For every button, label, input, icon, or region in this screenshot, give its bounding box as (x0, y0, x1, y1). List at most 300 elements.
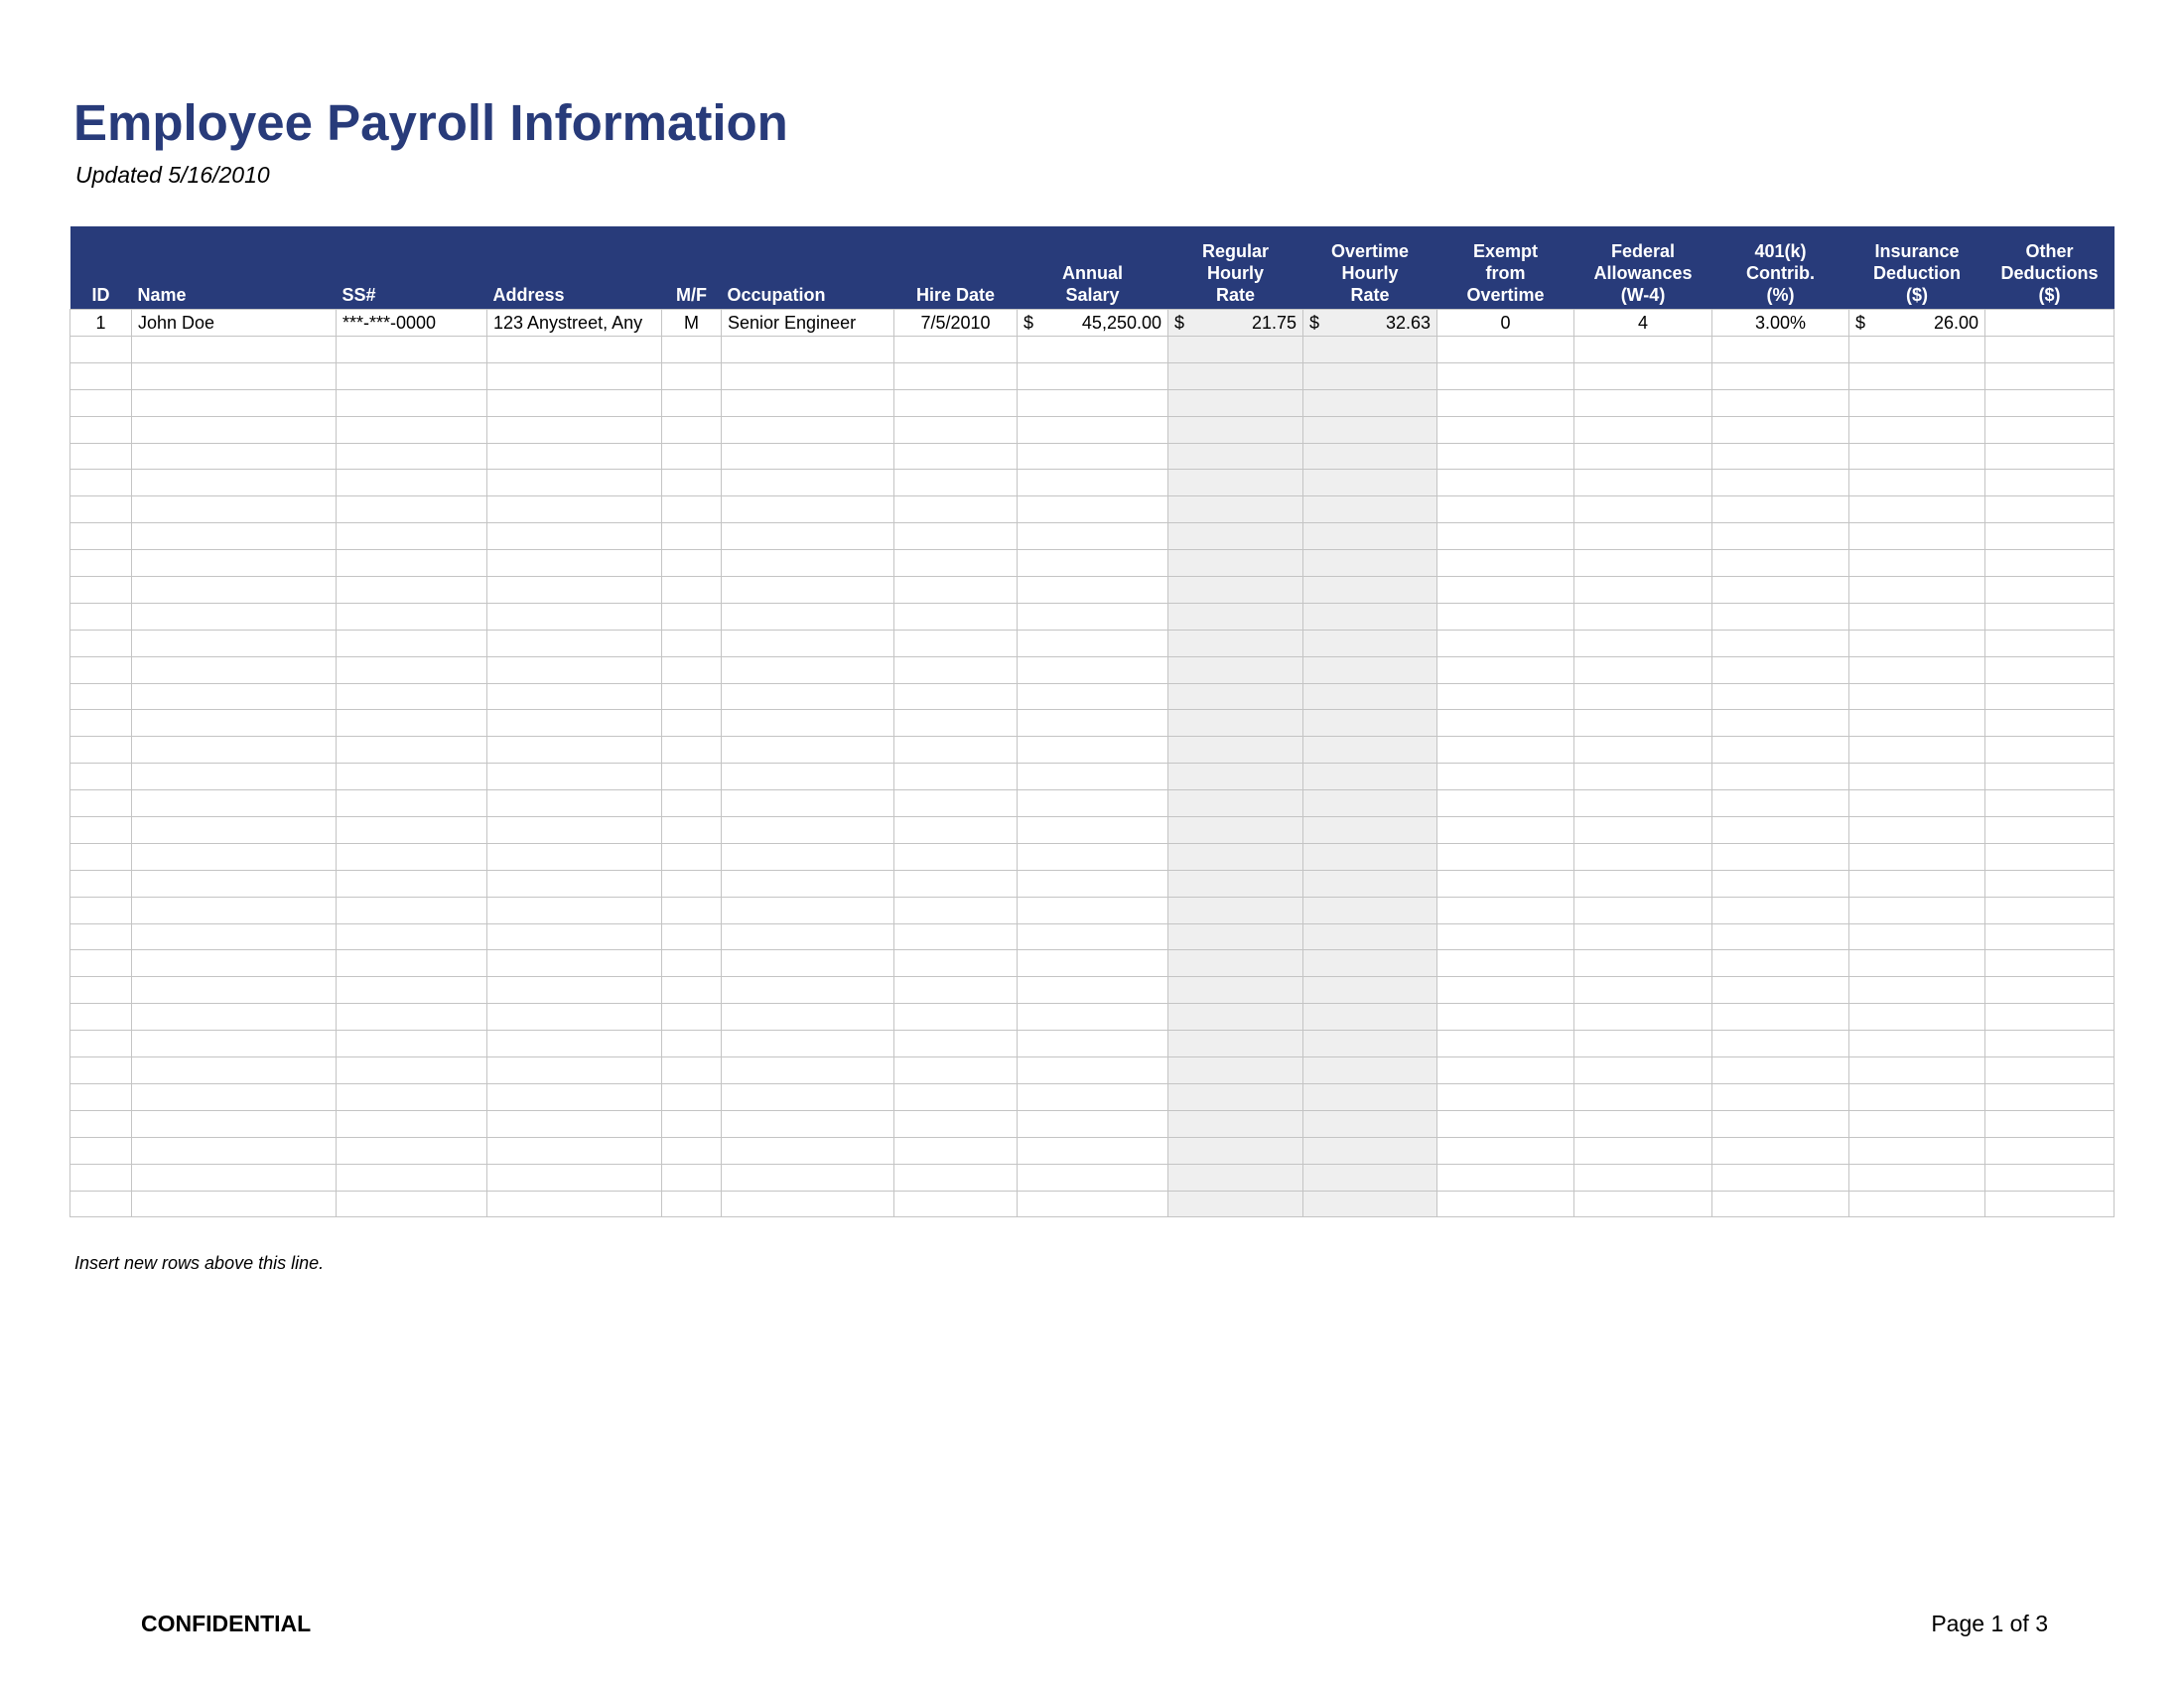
empty-cell[interactable] (1574, 710, 1712, 737)
empty-cell[interactable] (894, 443, 1018, 470)
empty-cell[interactable] (132, 1137, 337, 1164)
cell-id[interactable]: 1 (70, 310, 132, 337)
empty-cell[interactable] (487, 577, 662, 604)
empty-cell[interactable] (662, 1031, 722, 1057)
empty-cell[interactable] (1574, 1137, 1712, 1164)
empty-cell[interactable] (1849, 683, 1985, 710)
table-row[interactable] (70, 1004, 2115, 1031)
empty-cell[interactable] (1849, 630, 1985, 656)
empty-cell[interactable] (1168, 1191, 1303, 1217)
empty-cell[interactable] (722, 496, 894, 523)
empty-cell[interactable] (1437, 977, 1574, 1004)
empty-cell[interactable] (70, 337, 132, 363)
empty-cell[interactable] (337, 656, 487, 683)
empty-cell[interactable] (894, 710, 1018, 737)
empty-cell[interactable] (487, 843, 662, 870)
empty-cell[interactable] (722, 683, 894, 710)
empty-cell[interactable] (337, 1083, 487, 1110)
empty-cell[interactable] (1849, 950, 1985, 977)
empty-cell[interactable] (132, 630, 337, 656)
empty-cell[interactable] (337, 923, 487, 950)
empty-cell[interactable] (487, 470, 662, 496)
empty-cell[interactable] (1574, 1110, 1712, 1137)
empty-cell[interactable] (1168, 923, 1303, 950)
empty-cell[interactable] (1712, 1031, 1849, 1057)
empty-cell[interactable] (337, 870, 487, 897)
empty-cell[interactable] (894, 790, 1018, 817)
empty-cell[interactable] (487, 950, 662, 977)
empty-cell[interactable] (1849, 1110, 1985, 1137)
empty-cell[interactable] (1018, 870, 1168, 897)
empty-cell[interactable] (722, 577, 894, 604)
empty-cell[interactable] (1574, 683, 1712, 710)
empty-cell[interactable] (1574, 1083, 1712, 1110)
table-row[interactable] (70, 603, 2115, 630)
empty-cell[interactable] (1849, 416, 1985, 443)
empty-cell[interactable] (1018, 923, 1168, 950)
empty-cell[interactable] (1018, 977, 1168, 1004)
empty-cell[interactable] (1574, 656, 1712, 683)
empty-cell[interactable] (722, 1083, 894, 1110)
empty-cell[interactable] (1168, 337, 1303, 363)
empty-cell[interactable] (1849, 656, 1985, 683)
empty-cell[interactable] (1574, 897, 1712, 923)
empty-cell[interactable] (1018, 362, 1168, 389)
empty-cell[interactable] (1712, 817, 1849, 844)
empty-cell[interactable] (1985, 603, 2115, 630)
empty-cell[interactable] (1168, 416, 1303, 443)
empty-cell[interactable] (1018, 656, 1168, 683)
empty-cell[interactable] (1303, 1191, 1437, 1217)
empty-cell[interactable] (722, 790, 894, 817)
empty-cell[interactable] (894, 1004, 1018, 1031)
empty-cell[interactable] (337, 362, 487, 389)
empty-cell[interactable] (1168, 710, 1303, 737)
empty-cell[interactable] (1168, 977, 1303, 1004)
empty-cell[interactable] (1437, 550, 1574, 577)
empty-cell[interactable] (1985, 1137, 2115, 1164)
empty-cell[interactable] (487, 362, 662, 389)
empty-cell[interactable] (1437, 416, 1574, 443)
cell-hire-date[interactable]: 7/5/2010 (894, 310, 1018, 337)
empty-cell[interactable] (1168, 389, 1303, 416)
empty-cell[interactable] (337, 977, 487, 1004)
empty-cell[interactable] (1985, 817, 2115, 844)
empty-cell[interactable] (722, 737, 894, 764)
empty-cell[interactable] (722, 523, 894, 550)
empty-cell[interactable] (1437, 603, 1574, 630)
table-row[interactable] (70, 389, 2115, 416)
empty-cell[interactable] (1018, 843, 1168, 870)
empty-cell[interactable] (1574, 1057, 1712, 1084)
table-row[interactable] (70, 1057, 2115, 1084)
empty-cell[interactable] (1168, 443, 1303, 470)
empty-cell[interactable] (1712, 577, 1849, 604)
empty-cell[interactable] (662, 764, 722, 790)
empty-cell[interactable] (1849, 923, 1985, 950)
empty-cell[interactable] (1437, 577, 1574, 604)
empty-cell[interactable] (1168, 1164, 1303, 1191)
empty-cell[interactable] (1574, 737, 1712, 764)
empty-cell[interactable] (1168, 764, 1303, 790)
empty-cell[interactable] (1985, 1164, 2115, 1191)
empty-cell[interactable] (1985, 496, 2115, 523)
empty-cell[interactable] (1168, 630, 1303, 656)
empty-cell[interactable] (1712, 1083, 1849, 1110)
empty-cell[interactable] (1574, 496, 1712, 523)
empty-cell[interactable] (1849, 470, 1985, 496)
empty-cell[interactable] (1437, 1164, 1574, 1191)
empty-cell[interactable] (132, 897, 337, 923)
empty-cell[interactable] (487, 923, 662, 950)
empty-cell[interactable] (487, 790, 662, 817)
empty-cell[interactable] (1303, 1164, 1437, 1191)
empty-cell[interactable] (1985, 470, 2115, 496)
empty-cell[interactable] (1712, 1004, 1849, 1031)
empty-cell[interactable] (1849, 1031, 1985, 1057)
empty-cell[interactable] (722, 817, 894, 844)
empty-cell[interactable] (1985, 977, 2115, 1004)
empty-cell[interactable] (1018, 764, 1168, 790)
empty-cell[interactable] (1018, 1083, 1168, 1110)
empty-cell[interactable] (70, 897, 132, 923)
empty-cell[interactable] (894, 1164, 1018, 1191)
empty-cell[interactable] (1985, 1083, 2115, 1110)
empty-cell[interactable] (662, 683, 722, 710)
empty-cell[interactable] (662, 550, 722, 577)
empty-cell[interactable] (1437, 817, 1574, 844)
empty-cell[interactable] (1303, 1004, 1437, 1031)
empty-cell[interactable] (1985, 443, 2115, 470)
empty-cell[interactable] (337, 496, 487, 523)
table-row[interactable] (70, 1137, 2115, 1164)
empty-cell[interactable] (1437, 950, 1574, 977)
empty-cell[interactable] (722, 1057, 894, 1084)
empty-cell[interactable] (894, 496, 1018, 523)
empty-cell[interactable] (1303, 416, 1437, 443)
empty-cell[interactable] (894, 1191, 1018, 1217)
empty-cell[interactable] (1018, 683, 1168, 710)
empty-cell[interactable] (1985, 870, 2115, 897)
empty-cell[interactable] (1712, 337, 1849, 363)
empty-cell[interactable] (132, 337, 337, 363)
empty-cell[interactable] (722, 630, 894, 656)
table-row[interactable] (70, 683, 2115, 710)
table-row[interactable] (70, 1110, 2115, 1137)
empty-cell[interactable] (1018, 897, 1168, 923)
table-row[interactable] (70, 496, 2115, 523)
empty-cell[interactable] (1437, 1057, 1574, 1084)
empty-cell[interactable] (70, 1083, 132, 1110)
empty-cell[interactable] (487, 630, 662, 656)
empty-cell[interactable] (132, 1004, 337, 1031)
empty-cell[interactable] (1574, 790, 1712, 817)
empty-cell[interactable] (70, 1164, 132, 1191)
empty-cell[interactable] (132, 843, 337, 870)
empty-cell[interactable] (662, 817, 722, 844)
empty-cell[interactable] (337, 389, 487, 416)
empty-cell[interactable] (1168, 362, 1303, 389)
cell-sex[interactable]: M (662, 310, 722, 337)
empty-cell[interactable] (70, 950, 132, 977)
empty-cell[interactable] (662, 790, 722, 817)
empty-cell[interactable] (722, 1031, 894, 1057)
empty-cell[interactable] (662, 1057, 722, 1084)
empty-cell[interactable] (1574, 1164, 1712, 1191)
empty-cell[interactable] (337, 897, 487, 923)
empty-cell[interactable] (337, 950, 487, 977)
empty-cell[interactable] (894, 656, 1018, 683)
empty-cell[interactable] (70, 603, 132, 630)
empty-cell[interactable] (1849, 1137, 1985, 1164)
empty-cell[interactable] (70, 790, 132, 817)
empty-cell[interactable] (1437, 496, 1574, 523)
empty-cell[interactable] (1712, 790, 1849, 817)
empty-cell[interactable] (1018, 337, 1168, 363)
empty-cell[interactable] (487, 1137, 662, 1164)
table-row[interactable] (70, 764, 2115, 790)
empty-cell[interactable] (132, 470, 337, 496)
empty-cell[interactable] (1985, 577, 2115, 604)
empty-cell[interactable] (1168, 1110, 1303, 1137)
empty-cell[interactable] (1985, 1110, 2115, 1137)
empty-cell[interactable] (1168, 843, 1303, 870)
empty-cell[interactable] (337, 1110, 487, 1137)
empty-cell[interactable] (1985, 389, 2115, 416)
empty-cell[interactable] (1437, 923, 1574, 950)
empty-cell[interactable] (1168, 870, 1303, 897)
empty-cell[interactable] (70, 1057, 132, 1084)
table-row[interactable] (70, 416, 2115, 443)
empty-cell[interactable] (894, 577, 1018, 604)
empty-cell[interactable] (337, 470, 487, 496)
empty-cell[interactable] (1168, 577, 1303, 604)
empty-cell[interactable] (132, 416, 337, 443)
empty-cell[interactable] (1574, 817, 1712, 844)
empty-cell[interactable] (1849, 443, 1985, 470)
empty-cell[interactable] (894, 683, 1018, 710)
empty-cell[interactable] (1712, 923, 1849, 950)
empty-cell[interactable] (1574, 1031, 1712, 1057)
empty-cell[interactable] (894, 389, 1018, 416)
empty-cell[interactable] (1849, 764, 1985, 790)
empty-cell[interactable] (1437, 362, 1574, 389)
empty-cell[interactable] (1018, 1164, 1168, 1191)
empty-cell[interactable] (1303, 470, 1437, 496)
empty-cell[interactable] (1018, 550, 1168, 577)
empty-cell[interactable] (722, 1137, 894, 1164)
empty-cell[interactable] (662, 1191, 722, 1217)
empty-cell[interactable] (70, 1137, 132, 1164)
empty-cell[interactable] (487, 550, 662, 577)
cell-name[interactable]: John Doe (132, 310, 337, 337)
empty-cell[interactable] (1712, 603, 1849, 630)
empty-cell[interactable] (1303, 977, 1437, 1004)
empty-cell[interactable] (662, 443, 722, 470)
empty-cell[interactable] (132, 603, 337, 630)
empty-cell[interactable] (487, 870, 662, 897)
empty-cell[interactable] (1712, 843, 1849, 870)
empty-cell[interactable] (337, 1164, 487, 1191)
empty-cell[interactable] (1712, 764, 1849, 790)
empty-cell[interactable] (662, 656, 722, 683)
empty-cell[interactable] (132, 523, 337, 550)
empty-cell[interactable] (337, 1004, 487, 1031)
empty-cell[interactable] (1849, 737, 1985, 764)
empty-cell[interactable] (1712, 710, 1849, 737)
empty-cell[interactable] (337, 630, 487, 656)
empty-cell[interactable] (1437, 737, 1574, 764)
empty-cell[interactable] (722, 362, 894, 389)
empty-cell[interactable] (894, 362, 1018, 389)
empty-cell[interactable] (1712, 1110, 1849, 1137)
empty-cell[interactable] (70, 870, 132, 897)
empty-cell[interactable] (1437, 790, 1574, 817)
table-row[interactable] (70, 870, 2115, 897)
empty-cell[interactable] (722, 950, 894, 977)
empty-cell[interactable] (487, 977, 662, 1004)
empty-cell[interactable] (1574, 1004, 1712, 1031)
empty-cell[interactable] (662, 523, 722, 550)
cell-occupation[interactable]: Senior Engineer (722, 310, 894, 337)
empty-cell[interactable] (132, 389, 337, 416)
empty-cell[interactable] (132, 950, 337, 977)
empty-cell[interactable] (1849, 603, 1985, 630)
empty-cell[interactable] (1985, 523, 2115, 550)
empty-cell[interactable] (1849, 337, 1985, 363)
empty-cell[interactable] (662, 337, 722, 363)
empty-cell[interactable] (487, 389, 662, 416)
empty-cell[interactable] (1712, 416, 1849, 443)
empty-cell[interactable] (1018, 790, 1168, 817)
empty-cell[interactable] (1168, 817, 1303, 844)
empty-cell[interactable] (70, 389, 132, 416)
table-row[interactable] (70, 1191, 2115, 1217)
empty-cell[interactable] (1985, 790, 2115, 817)
empty-cell[interactable] (337, 603, 487, 630)
empty-cell[interactable] (487, 737, 662, 764)
empty-cell[interactable] (722, 764, 894, 790)
empty-cell[interactable] (1303, 950, 1437, 977)
empty-cell[interactable] (1018, 496, 1168, 523)
empty-cell[interactable] (894, 1137, 1018, 1164)
table-row[interactable] (70, 897, 2115, 923)
empty-cell[interactable] (1712, 389, 1849, 416)
empty-cell[interactable] (1018, 1031, 1168, 1057)
empty-cell[interactable] (894, 923, 1018, 950)
empty-cell[interactable] (1849, 577, 1985, 604)
empty-cell[interactable] (1985, 923, 2115, 950)
empty-cell[interactable] (1574, 630, 1712, 656)
empty-cell[interactable] (70, 1004, 132, 1031)
empty-cell[interactable] (70, 1110, 132, 1137)
empty-cell[interactable] (132, 1164, 337, 1191)
table-row[interactable] (70, 790, 2115, 817)
empty-cell[interactable] (70, 416, 132, 443)
empty-cell[interactable] (662, 362, 722, 389)
empty-cell[interactable] (894, 630, 1018, 656)
empty-cell[interactable] (1849, 977, 1985, 1004)
empty-cell[interactable] (1849, 1004, 1985, 1031)
table-row[interactable] (70, 550, 2115, 577)
empty-cell[interactable] (1712, 550, 1849, 577)
empty-cell[interactable] (1303, 523, 1437, 550)
empty-cell[interactable] (894, 603, 1018, 630)
empty-cell[interactable] (722, 897, 894, 923)
empty-cell[interactable] (70, 977, 132, 1004)
empty-cell[interactable] (1018, 630, 1168, 656)
empty-cell[interactable] (1437, 1110, 1574, 1137)
empty-cell[interactable] (1168, 790, 1303, 817)
empty-cell[interactable] (1712, 950, 1849, 977)
table-row[interactable] (70, 1164, 2115, 1191)
cell-annual-salary[interactable] (1018, 310, 1168, 337)
empty-cell[interactable] (132, 550, 337, 577)
empty-cell[interactable] (662, 897, 722, 923)
empty-cell[interactable] (894, 337, 1018, 363)
empty-cell[interactable] (1712, 1191, 1849, 1217)
empty-cell[interactable] (1018, 817, 1168, 844)
empty-cell[interactable] (337, 764, 487, 790)
empty-cell[interactable] (894, 870, 1018, 897)
empty-cell[interactable] (1168, 656, 1303, 683)
empty-cell[interactable] (1303, 843, 1437, 870)
empty-cell[interactable] (70, 843, 132, 870)
empty-cell[interactable] (70, 577, 132, 604)
empty-cell[interactable] (1437, 1004, 1574, 1031)
table-row[interactable] (70, 310, 2115, 337)
empty-cell[interactable] (1849, 362, 1985, 389)
empty-cell[interactable] (132, 443, 337, 470)
empty-cell[interactable] (1849, 790, 1985, 817)
empty-cell[interactable] (1303, 737, 1437, 764)
empty-cell[interactable] (894, 470, 1018, 496)
empty-cell[interactable] (132, 977, 337, 1004)
empty-cell[interactable] (1985, 897, 2115, 923)
empty-cell[interactable] (70, 737, 132, 764)
empty-cell[interactable] (487, 1057, 662, 1084)
empty-cell[interactable] (337, 1031, 487, 1057)
empty-cell[interactable] (722, 416, 894, 443)
empty-cell[interactable] (132, 817, 337, 844)
empty-cell[interactable] (1303, 1110, 1437, 1137)
empty-cell[interactable] (337, 443, 487, 470)
table-row[interactable] (70, 630, 2115, 656)
empty-cell[interactable] (1985, 416, 2115, 443)
empty-cell[interactable] (337, 523, 487, 550)
empty-cell[interactable] (70, 630, 132, 656)
empty-cell[interactable] (1018, 1191, 1168, 1217)
empty-cell[interactable] (1168, 470, 1303, 496)
empty-cell[interactable] (722, 977, 894, 1004)
empty-cell[interactable] (487, 1083, 662, 1110)
empty-cell[interactable] (1168, 1057, 1303, 1084)
empty-cell[interactable] (337, 416, 487, 443)
empty-cell[interactable] (487, 416, 662, 443)
empty-cell[interactable] (1849, 1057, 1985, 1084)
cell-address[interactable]: 123 Anystreet, Any (487, 310, 662, 337)
empty-cell[interactable] (337, 1137, 487, 1164)
empty-cell[interactable] (132, 1191, 337, 1217)
empty-cell[interactable] (1018, 1004, 1168, 1031)
empty-cell[interactable] (722, 1164, 894, 1191)
empty-cell[interactable] (662, 496, 722, 523)
empty-cell[interactable] (1712, 683, 1849, 710)
cell-exempt[interactable]: 0 (1437, 310, 1574, 337)
empty-cell[interactable] (1437, 897, 1574, 923)
empty-cell[interactable] (1303, 603, 1437, 630)
empty-cell[interactable] (1849, 496, 1985, 523)
